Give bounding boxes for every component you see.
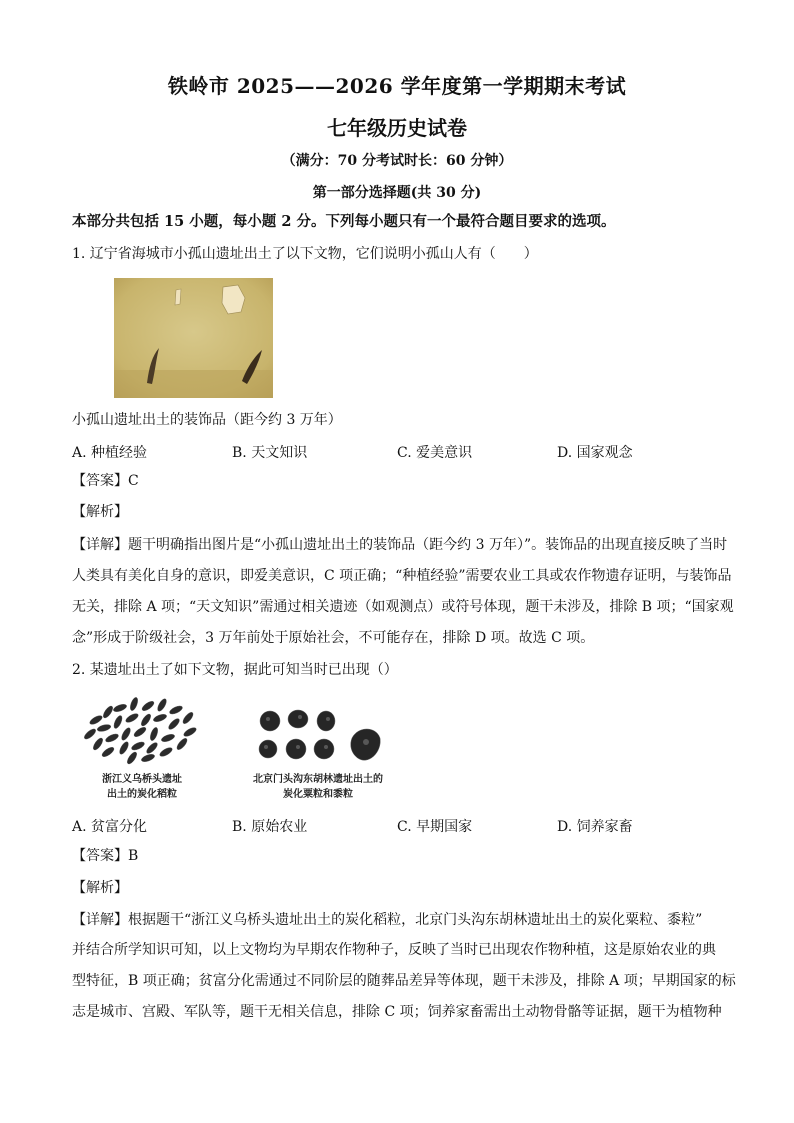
question-1-detail-line: 无关，排除 A 项；“天文知识”需通过相关遗迹（如观测点）或符号体现，题干未涉及，排除 B 项；“国家观	[72, 599, 734, 615]
option-c[interactable]: C. 爱美意识	[397, 445, 473, 461]
exam-title: 铁岭市 2025——2026 学年度第一学期期末考试	[167, 74, 627, 98]
question-2-detail-line: 型特征，B 项正确；贫富分化需通过不同阶层的随葬品差异等体现，题干未涉及，排除 A 项；早期国家的标	[72, 973, 736, 989]
option-c[interactable]: C. 早期国家	[397, 819, 473, 835]
question-1-analysis-label: 【解析】	[72, 504, 128, 520]
question-1-detail-line: 人类具有美化自身的意识，即爱美意识，C 项正确；“种植经验”需要农业工具或农作物遗存证明，与装饰品	[72, 568, 732, 584]
rice-figure-caption: 浙江义乌桥头遗址 出土的炭化稻粒	[102, 774, 182, 800]
option-a[interactable]: A. 种植经验	[72, 445, 148, 461]
option-d[interactable]: D. 国家观念	[557, 445, 633, 461]
question-2-analysis-label: 【解析】	[72, 880, 128, 896]
artifact-photo	[114, 278, 273, 398]
question-1-caption: 小孤山遗址出土的装饰品（距今约 3 万年）	[72, 412, 342, 428]
millet-grains-figure	[254, 708, 384, 768]
carbonized-rice-image	[78, 690, 208, 770]
question-1-detail-line: 念”形成于阶级社会，3 万年前处于原始社会，不可能存在，排除 D 项。故选 C 项。	[72, 630, 595, 646]
millet-figure-caption: 北京门头沟东胡林遗址出土的 炭化粟粒和黍粒	[253, 774, 383, 800]
section-heading: 第一部分选择题(共 30 分)	[312, 185, 482, 201]
question-1-answer: 【答案】C	[72, 473, 139, 489]
question-1-stem: 1. 辽宁省海城市小孤山遗址出土了以下文物，它们说明小孤山人有（ ）	[72, 246, 538, 262]
section-instruction: 本部分共包括 15 小题，每小题 2 分。下列每小题只有一个最符合题目要求的选项。	[72, 213, 616, 230]
option-a[interactable]: A. 贫富分化	[72, 819, 148, 835]
question-1-detail-line: 【详解】题干明确指出图片是“小孤山遗址出土的装饰品（距今约 3 万年）”。装饰品的出现直接反映了当时	[72, 537, 728, 553]
exam-meta: （满分：70 分考试时长：60 分钟）	[281, 153, 513, 169]
question-2-answer: 【答案】B	[72, 848, 139, 864]
question-2-detail-line: 【详解】根据题干“浙江义乌桥头遗址出土的炭化稻粒，北京门头沟东胡林遗址出土的炭化粟粒、黍粒”	[72, 912, 703, 928]
exam-subtitle: 七年级历史试卷	[327, 116, 467, 140]
option-d[interactable]: D. 饲养家畜	[557, 819, 633, 835]
option-b[interactable]: B. 天文知识	[232, 445, 308, 461]
carbonized-millet-image	[254, 708, 384, 768]
question-2-detail-line: 志是城市、宫殿、军队等，题干无相关信息，排除 C 项；饲养家畜需出土动物骨骼等证据，题干为植物种	[72, 1004, 722, 1020]
ornament-artifacts-image	[114, 278, 273, 398]
rice-grains-figure	[78, 690, 208, 770]
question-2-stem: 2. 某遗址出土了如下文物，据此可知当时已出现（）	[72, 662, 398, 678]
option-b[interactable]: B. 原始农业	[232, 819, 308, 835]
question-2-detail-line: 并结合所学知识可知，以上文物均为早期农作物种子，反映了当时已出现农作物种植，这是原始农业的典	[72, 942, 716, 958]
